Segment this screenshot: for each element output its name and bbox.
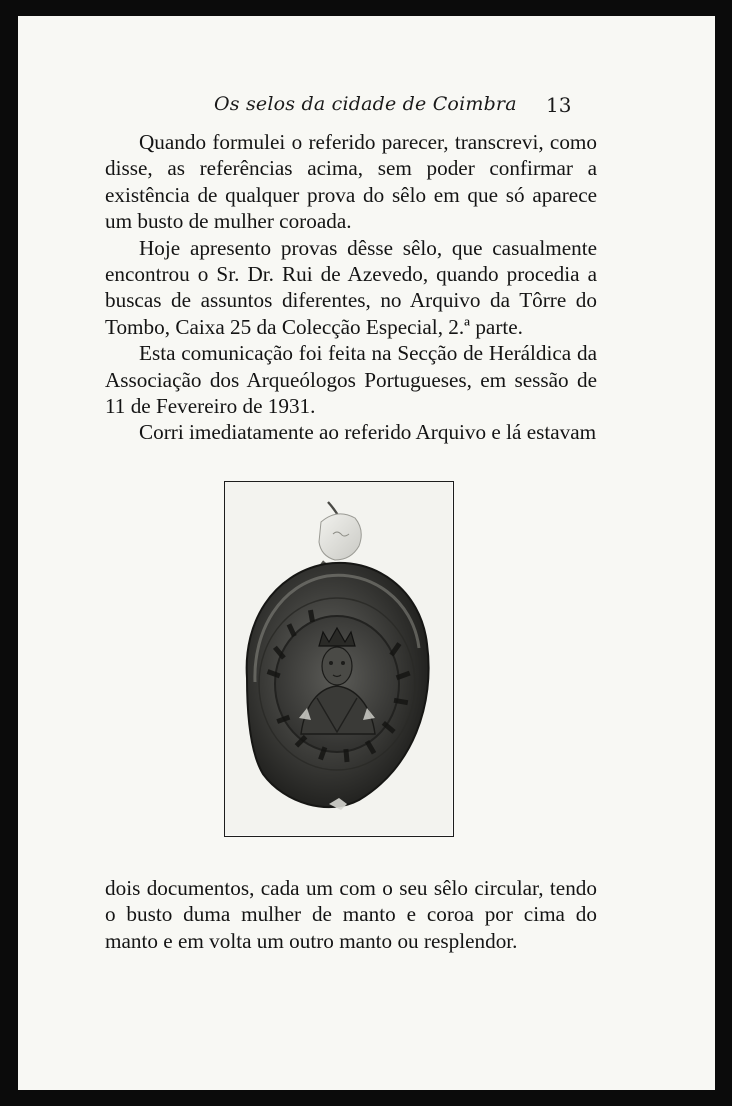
paragraph: Quando formulei o referido parecer, transcrevi, como disse, as referências acima, sem poder confirmar a existência de qualquer prova do sêlo em que só aparece um busto de mulher coroada.	[105, 130, 597, 234]
page-number: 13	[546, 93, 572, 117]
page-header	[18, 93, 715, 123]
seal-image	[225, 482, 452, 835]
bust-head	[322, 647, 352, 685]
running-title: Os selos da cidade de Coimbra	[214, 93, 517, 115]
book-page	[18, 16, 715, 1090]
paragraph: Corri imediatamente ao referido Arquivo e lá estavam	[139, 420, 597, 445]
seal-photograph	[224, 481, 454, 837]
scan-edge-mark	[0, 445, 6, 461]
paragraph: dois documentos, cada um com o seu sêlo circular, tendo o busto duma mulher de manto e coroa por cima do manto e em volta um outro manto ou resplendor.	[105, 876, 597, 953]
paragraph: Hoje apresento provas dêsse sêlo, que casualmente encontrou o Sr. Dr. Rui de Azevedo, quando procedia a buscas de assuntos diferentes, no Arquivo da Tôrre do Tombo, Caixa 25 da Colecção Especial, 2.ª parte.	[105, 235, 597, 339]
body-text-top	[105, 129, 597, 446]
body-text-bottom	[105, 875, 597, 954]
paragraph: Esta comunicação foi feita na Secção de Heráldica da Associação dos Arqueólogos Portugueses, em sessão de 11 de Fevereiro de 1931.	[105, 341, 597, 419]
